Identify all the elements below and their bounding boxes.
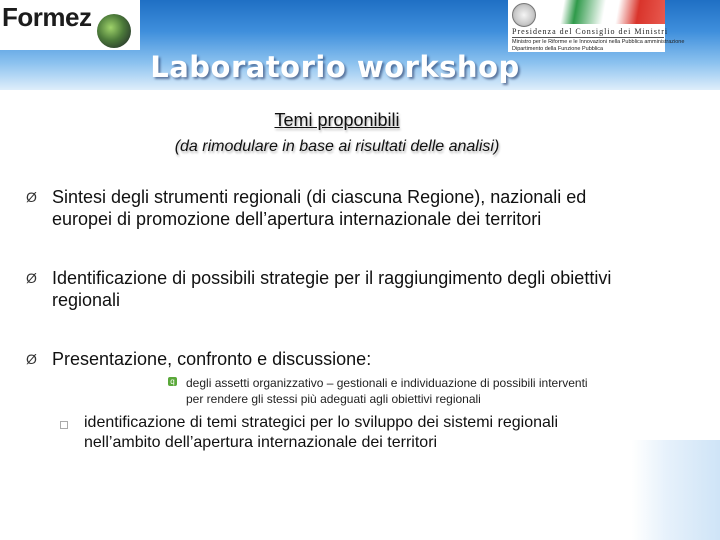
italian-flag-icon [538, 0, 665, 24]
arrow-bullet-icon: Ø [26, 351, 37, 367]
formez-logo [0, 0, 140, 50]
arrow-bullet-icon: Ø [26, 270, 37, 286]
bullet-item [26, 267, 646, 311]
sub-bullet-text: identificazione di temi strategici per lo sviluppo dei sistemi regionali nell’ambito dell’apertura internazionale dei territori [84, 414, 559, 451]
globe-icon [97, 14, 131, 48]
gov-logo-line3: Dipartimento della Funzione Pubblica [512, 46, 604, 52]
bullet-item [26, 348, 646, 370]
slide-subtitle: Temi proponibili [274, 110, 400, 130]
government-logo [508, 0, 685, 52]
checkbox-bullet-icon: q [168, 377, 177, 386]
sub-bullet-item [60, 413, 630, 453]
sub-bullet-item [168, 375, 608, 407]
arrow-bullet-icon: Ø [26, 189, 37, 205]
bullet-text: Presentazione, confronto e discussione: [52, 349, 372, 369]
emblem-icon [512, 3, 536, 27]
gov-logo-line2: Ministro per le Riforme e le Innovazioni nella Pubblica amministrazione [512, 39, 685, 45]
slide-title: Laboratorio workshop [150, 50, 520, 84]
square-bullet-icon [60, 421, 68, 429]
slide-note: (da rimodulare in base ai risultati delle analisi) [174, 138, 500, 155]
formez-logo-text: Formez [2, 2, 92, 32]
gov-logo-line1: Presidenza del Consiglio dei Ministri [512, 27, 669, 36]
corner-decoration [632, 440, 720, 540]
bullet-text: Sintesi degli strumenti regionali (di ciascuna Regione), nazionali ed europei di promozione dell’apertura internazionale dei territori [52, 187, 587, 229]
bullet-item [26, 186, 646, 230]
bullet-text: Identificazione di possibili strategie per il raggiungimento degli obiettivi regionali [52, 268, 612, 310]
sub-bullet-text: degli assetti organizzativo – gestionali e individuazione di possibili interventi per rendere gli stessi più adeguati agli obiettivi regionali [186, 376, 588, 406]
